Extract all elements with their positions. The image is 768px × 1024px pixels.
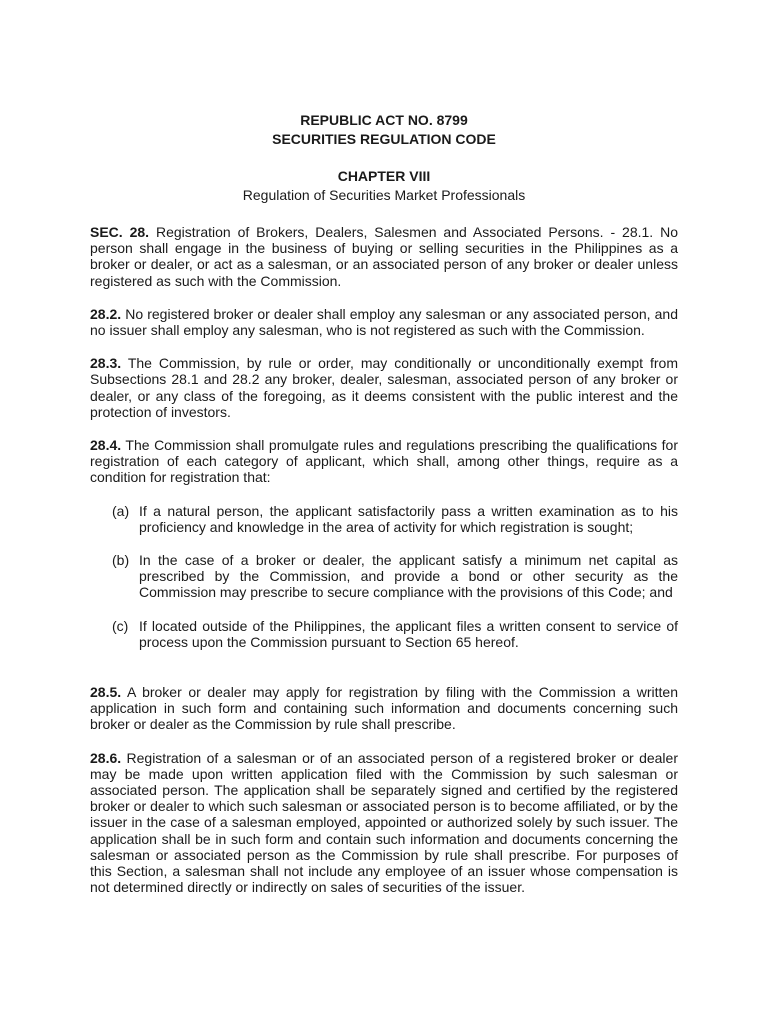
list-marker: (c): [112, 617, 129, 634]
chapter-title: CHAPTER VIII: [337, 168, 431, 184]
section-28-2-label: 28.2.: [90, 305, 122, 322]
section-28-3: [90, 355, 678, 420]
section-28-text: Registration of Brokers, Dealers, Salesmen and Associated Persons. - 28.1. No person shall engage in the business of buying or selling securities in the Philippines as a broker or dealer, or act as a salesman, or an associated person of any broker or dealer unless registered as such with the Commission.: [90, 224, 679, 289]
section-28-2: [90, 306, 678, 338]
act-title: REPUBLIC ACT NO. 8799: [300, 112, 468, 128]
list-item: [90, 618, 678, 650]
document-page: [90, 111, 678, 896]
list-marker: (a): [112, 502, 130, 519]
section-28-6: [90, 750, 678, 896]
list-marker: (b): [112, 552, 130, 569]
list-item-text: If a natural person, the applicant satisfactorily pass a written examination as to his proficiency and knowledge in the area of activity for which registration is sought;: [139, 502, 678, 535]
list-item-text: If located outside of the Philippines, the applicant files a written consent to service of process upon the Commission pursuant to Section 65 hereof.: [139, 617, 678, 650]
section-28-6-label: 28.6.: [90, 749, 122, 766]
section-28: [90, 224, 678, 289]
list-item: [90, 552, 678, 601]
section-28-label: SEC. 28.: [90, 224, 150, 240]
section-28-3-text: The Commission, by rule or order, may conditionally or unconditionally exempt from Subsections 28.1 and 28.2 any broker, dealer, salesman, associated person of any broker or dealer, or any class of the foregoing, as it deems consistent with the public interest and the protection of investors.: [90, 355, 678, 420]
list-item-text: In the case of a broker or dealer, the applicant satisfy a minimum net capital as prescribed by the Commission, and provide a bond or other security as the Commission may prescribe to secure compliance with the provisions of this Code; and: [139, 552, 678, 601]
section-28-6-text: Registration of a salesman or of an associated person of a registered broker or dealer may be made upon written application filed with the Commission by such salesman or associated person. The application shall be separately signed and certified by the registered broker or dealer to which such salesman or associated person is to become affiliated, or by the issuer in the case of a salesman employed, appointed or authorized solely by such issuer. The application shall be in such form and contain such information and documents concerning the salesman or associated person as the Commission by rule shall prescribe. For purposes of this Section, a salesman shall not include any employee of an issuer whose compensation is not determined directly or indirectly on sales of securities of the issuer.: [90, 749, 678, 896]
chapter-subtitle: Regulation of Securities Market Professionals: [242, 187, 526, 203]
section-28-4-label: 28.4.: [90, 437, 122, 454]
section-28-2-text: No registered broker or dealer shall employ any salesman or any associated person, and no issuer shall employ any salesman, who is not registered as such with the Commission.: [90, 305, 679, 339]
section-28-4: [90, 437, 678, 486]
code-title: SECURITIES REGULATION CODE: [272, 131, 496, 147]
section-28-3-label: 28.3.: [90, 355, 122, 372]
section-28-5-label: 28.5.: [90, 684, 122, 701]
section-28-4-conditions: [90, 503, 678, 650]
section-28-5: [90, 684, 678, 733]
section-28-4-text: The Commission shall promulgate rules and regulations prescribing the qualifications for registration of each category of applicant, which shall, among other things, require as a condition for registration that:: [90, 437, 679, 486]
section-28-5-text: A broker or dealer may apply for registration by filing with the Commission a written application in such form and containing such information and documents concerning such broker or dealer as the Commission by rule shall prescribe.: [90, 684, 678, 733]
list-item: [90, 503, 678, 535]
